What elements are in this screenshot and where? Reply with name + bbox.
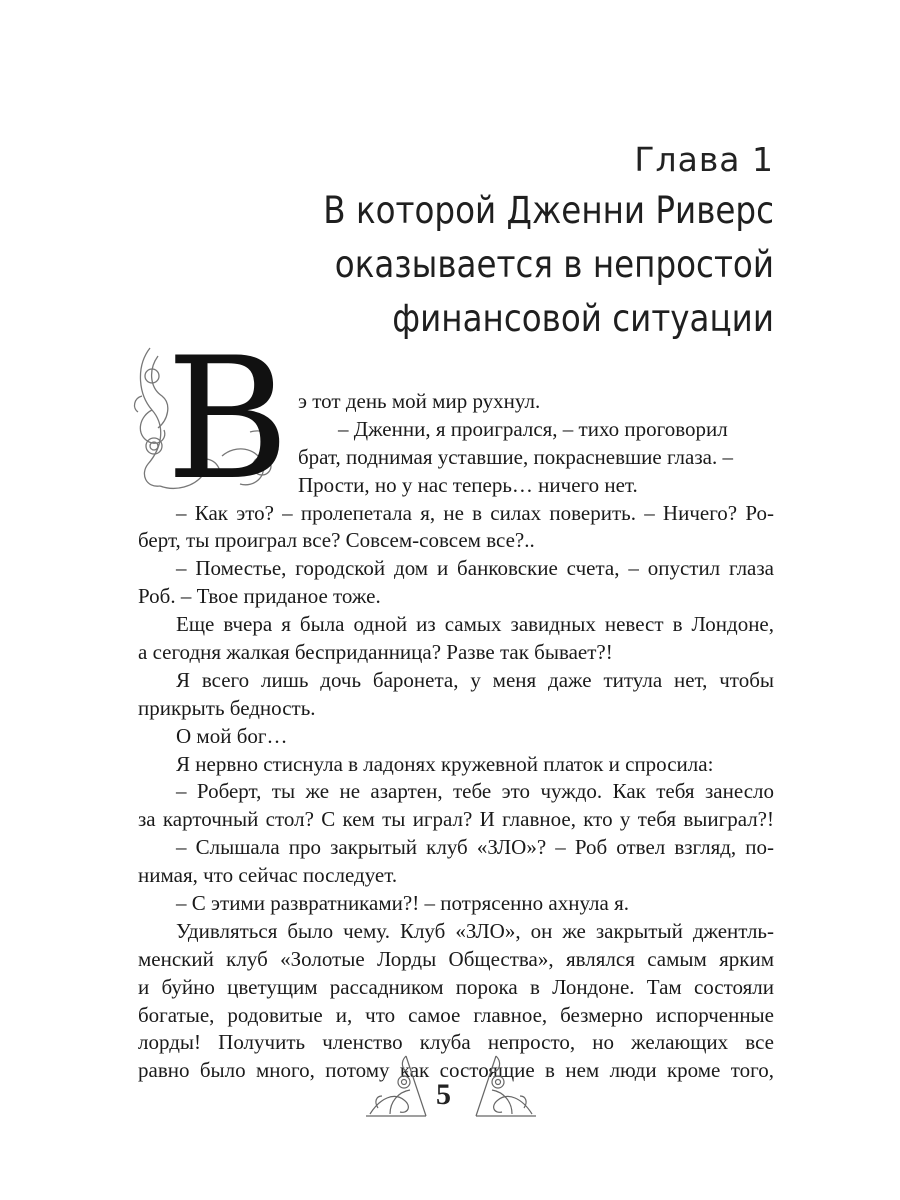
floral-ornament-icon (470, 1052, 542, 1120)
page-number: 5 (436, 1078, 451, 1111)
text-line: брат, поднимая уставшие, покрасневшие глаза. – (298, 444, 733, 469)
drop-cap-letter: В (166, 321, 290, 517)
floral-ornament-icon (360, 1052, 432, 1120)
chapter-label: Глава 1 (634, 140, 774, 179)
text-line: равно было много, потому как состоящие в нем люди кроме того, (138, 1058, 774, 1083)
text-line: Еще вчера я была одной из самых завидных невест в Лондоне, (176, 612, 774, 637)
chapter-title-line: В которой Дженни Риверс (323, 189, 774, 232)
text-line: Прости, но у нас теперь… ничего нет. (298, 472, 638, 497)
text-line: – Дженни, я проигрался, – тихо проговорил (338, 416, 728, 441)
text-line: – Слышала про закрытый клуб «ЗЛО»? – Роб отвел взгляд, по- (176, 835, 774, 860)
text-line: – С этими развратниками?! – потрясенно ахнула я. (176, 891, 629, 916)
text-line: лорды! Получить членство клуба непросто, но желающих все (138, 1030, 774, 1055)
text-line: Роб. – Твое приданое тоже. (138, 584, 381, 609)
chapter-title-line: оказывается в непростой (334, 243, 774, 286)
text-line: богатые, родовитые и, что самое главное, безмерно испорченные (138, 1002, 774, 1027)
text-line: Удивляться было чему. Клуб «ЗЛО», он же закрытый джентль- (176, 918, 774, 943)
chapter-heading (134, 138, 774, 346)
text-line: берт, ты проиграл все? Совсем-совсем все?.. (138, 528, 535, 553)
chapter-title-line: финансовой ситуации (392, 297, 774, 340)
text-line: а сегодня жалкая бесприданница? Разве так бывает?! (138, 640, 613, 665)
page-footer (0, 1050, 900, 1126)
text-line: за карточный стол? С кем ты играл? И главное, кто у тебя выиграл?! (138, 807, 774, 832)
text-line: нимая, что сейчас последует. (138, 863, 398, 888)
text-line: – Поместье, городской дом и банковские счета, – опустил глаза (176, 556, 774, 581)
text-line: Я нервно стиснула в ладонях кружевной платок и спросила: (176, 751, 714, 776)
text-line: О мой бог… (176, 723, 288, 748)
text-line: – Роберт, ты же не азартен, тебе это чуждо. Как тебя занесло (176, 779, 774, 804)
text-line: – Как это? – пролепетала я, не в силах поверить. – Ничего? Ро- (176, 500, 774, 525)
text-line: прикрыть бедность. (138, 695, 316, 720)
text-line: и буйно цветущим рассадником порока в Лондоне. Там состояли (138, 974, 774, 999)
text-line: менский клуб «Золотые Лорды Общества», являлся самым ярким (138, 946, 774, 971)
text-line: Я всего лишь дочь баронета, у меня даже титула нет, чтобы (176, 667, 774, 692)
body-text (138, 388, 774, 1085)
text-line: э тот день мой мир рухнул. (298, 389, 541, 413)
